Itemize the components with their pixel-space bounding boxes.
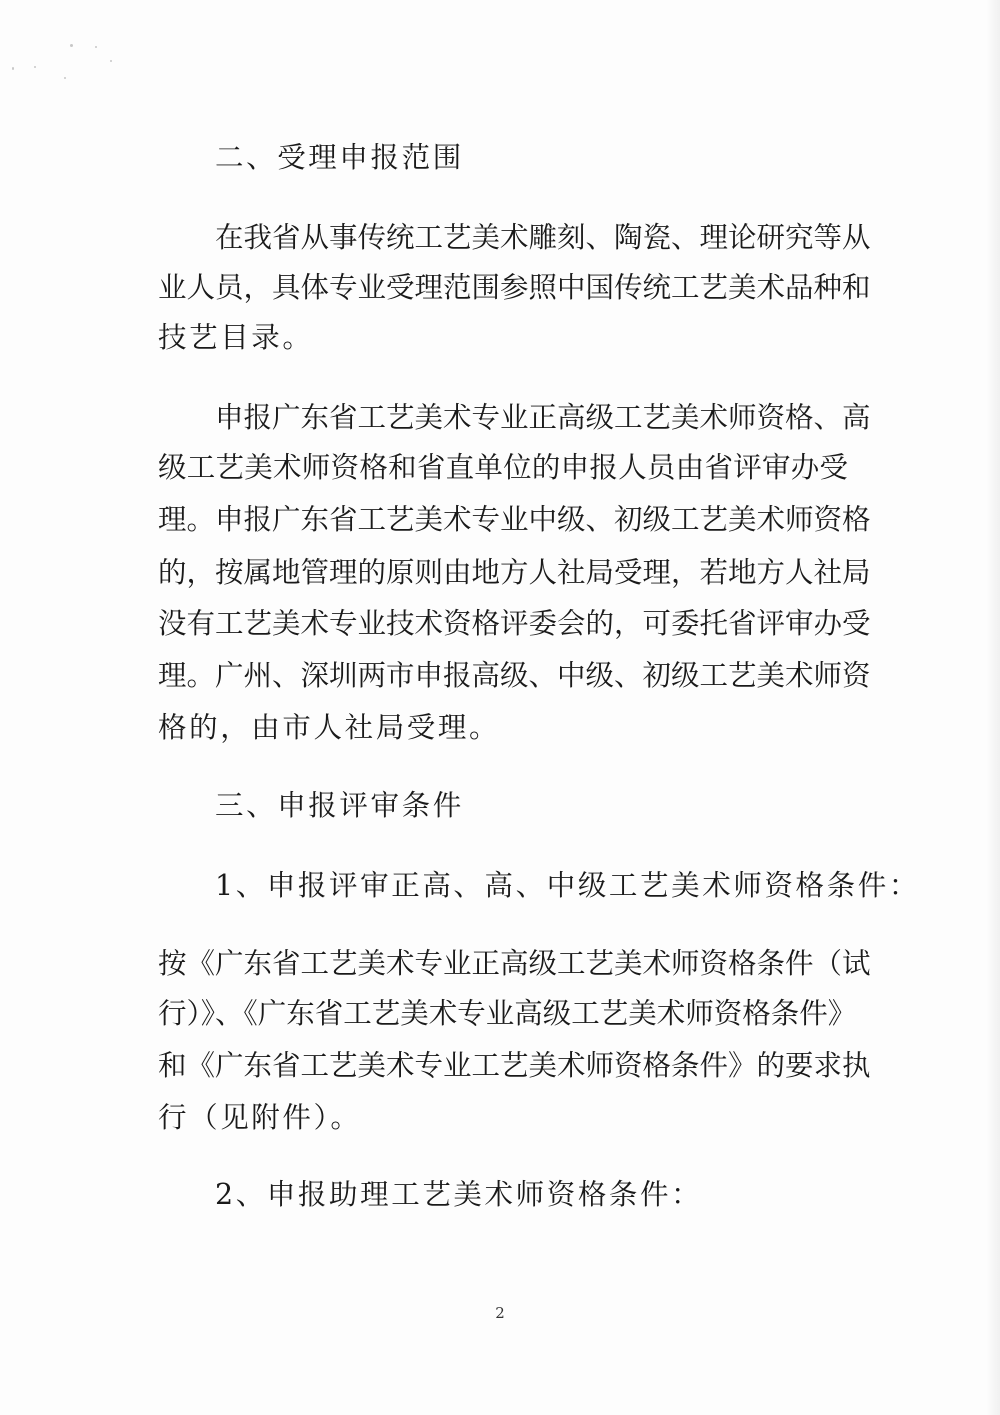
scan-speck <box>95 46 97 48</box>
paragraph-line: 业人员，具体专业受理范围参照中国传统工艺美术品种和 <box>158 271 871 304</box>
paragraph-line: 和《广东省工艺美术专业工艺美术师资格条件》的要求执 <box>158 1049 871 1082</box>
paragraph-line: 级工艺美术师资格和省直单位的申报人员由省评审办受 <box>158 451 848 484</box>
paragraph-line: 格的，由市人社局受理。 <box>158 711 501 744</box>
paragraph-line: 的，按属地管理的原则由地方人社局受理，若地方人社局 <box>158 556 871 589</box>
scan-speck <box>34 66 36 68</box>
paragraph-line: 申报广东省工艺美术专业正高级工艺美术师资格、高 <box>215 401 871 434</box>
paragraph-line: 按《广东省工艺美术专业正高级工艺美术师资格条件（试 <box>158 947 871 980</box>
paragraph-line: 在我省从事传统工艺美术雕刻、陶瓷、理论研究等从 <box>215 221 871 254</box>
paragraph-line: 行（见附件）。 <box>158 1101 362 1134</box>
scan-speck <box>70 44 73 47</box>
paragraph-line: 行）》、《广东省工艺美术专业高级工艺美术师资格条件》 <box>158 997 857 1030</box>
paragraph-line: 没有工艺美术专业技术资格评委会的，可委托省评审办受 <box>158 607 871 640</box>
paragraph-line: 理。申报广东省工艺美术专业中级、初级工艺美术师资格 <box>158 503 871 536</box>
paragraph-line: 理。广州、深圳两市申报高级、中级、初级工艺美术师资 <box>158 659 871 692</box>
section-heading: 三、申报评审条件 <box>215 789 464 822</box>
subsection-heading: 1、申报评审正高、高、中级工艺美术师资格条件： <box>215 869 920 902</box>
paragraph-line: 技艺目录。 <box>158 321 314 354</box>
subsection-heading: 2、申报助理工艺美术师资格条件： <box>215 1178 703 1211</box>
scan-speck <box>110 60 112 62</box>
scan-speck <box>12 67 14 70</box>
scan-edge-shadow <box>986 0 1000 1415</box>
scan-speck <box>64 77 66 79</box>
page-number: 2 <box>495 1304 505 1322</box>
section-heading: 二、受理申报范围 <box>215 141 464 174</box>
